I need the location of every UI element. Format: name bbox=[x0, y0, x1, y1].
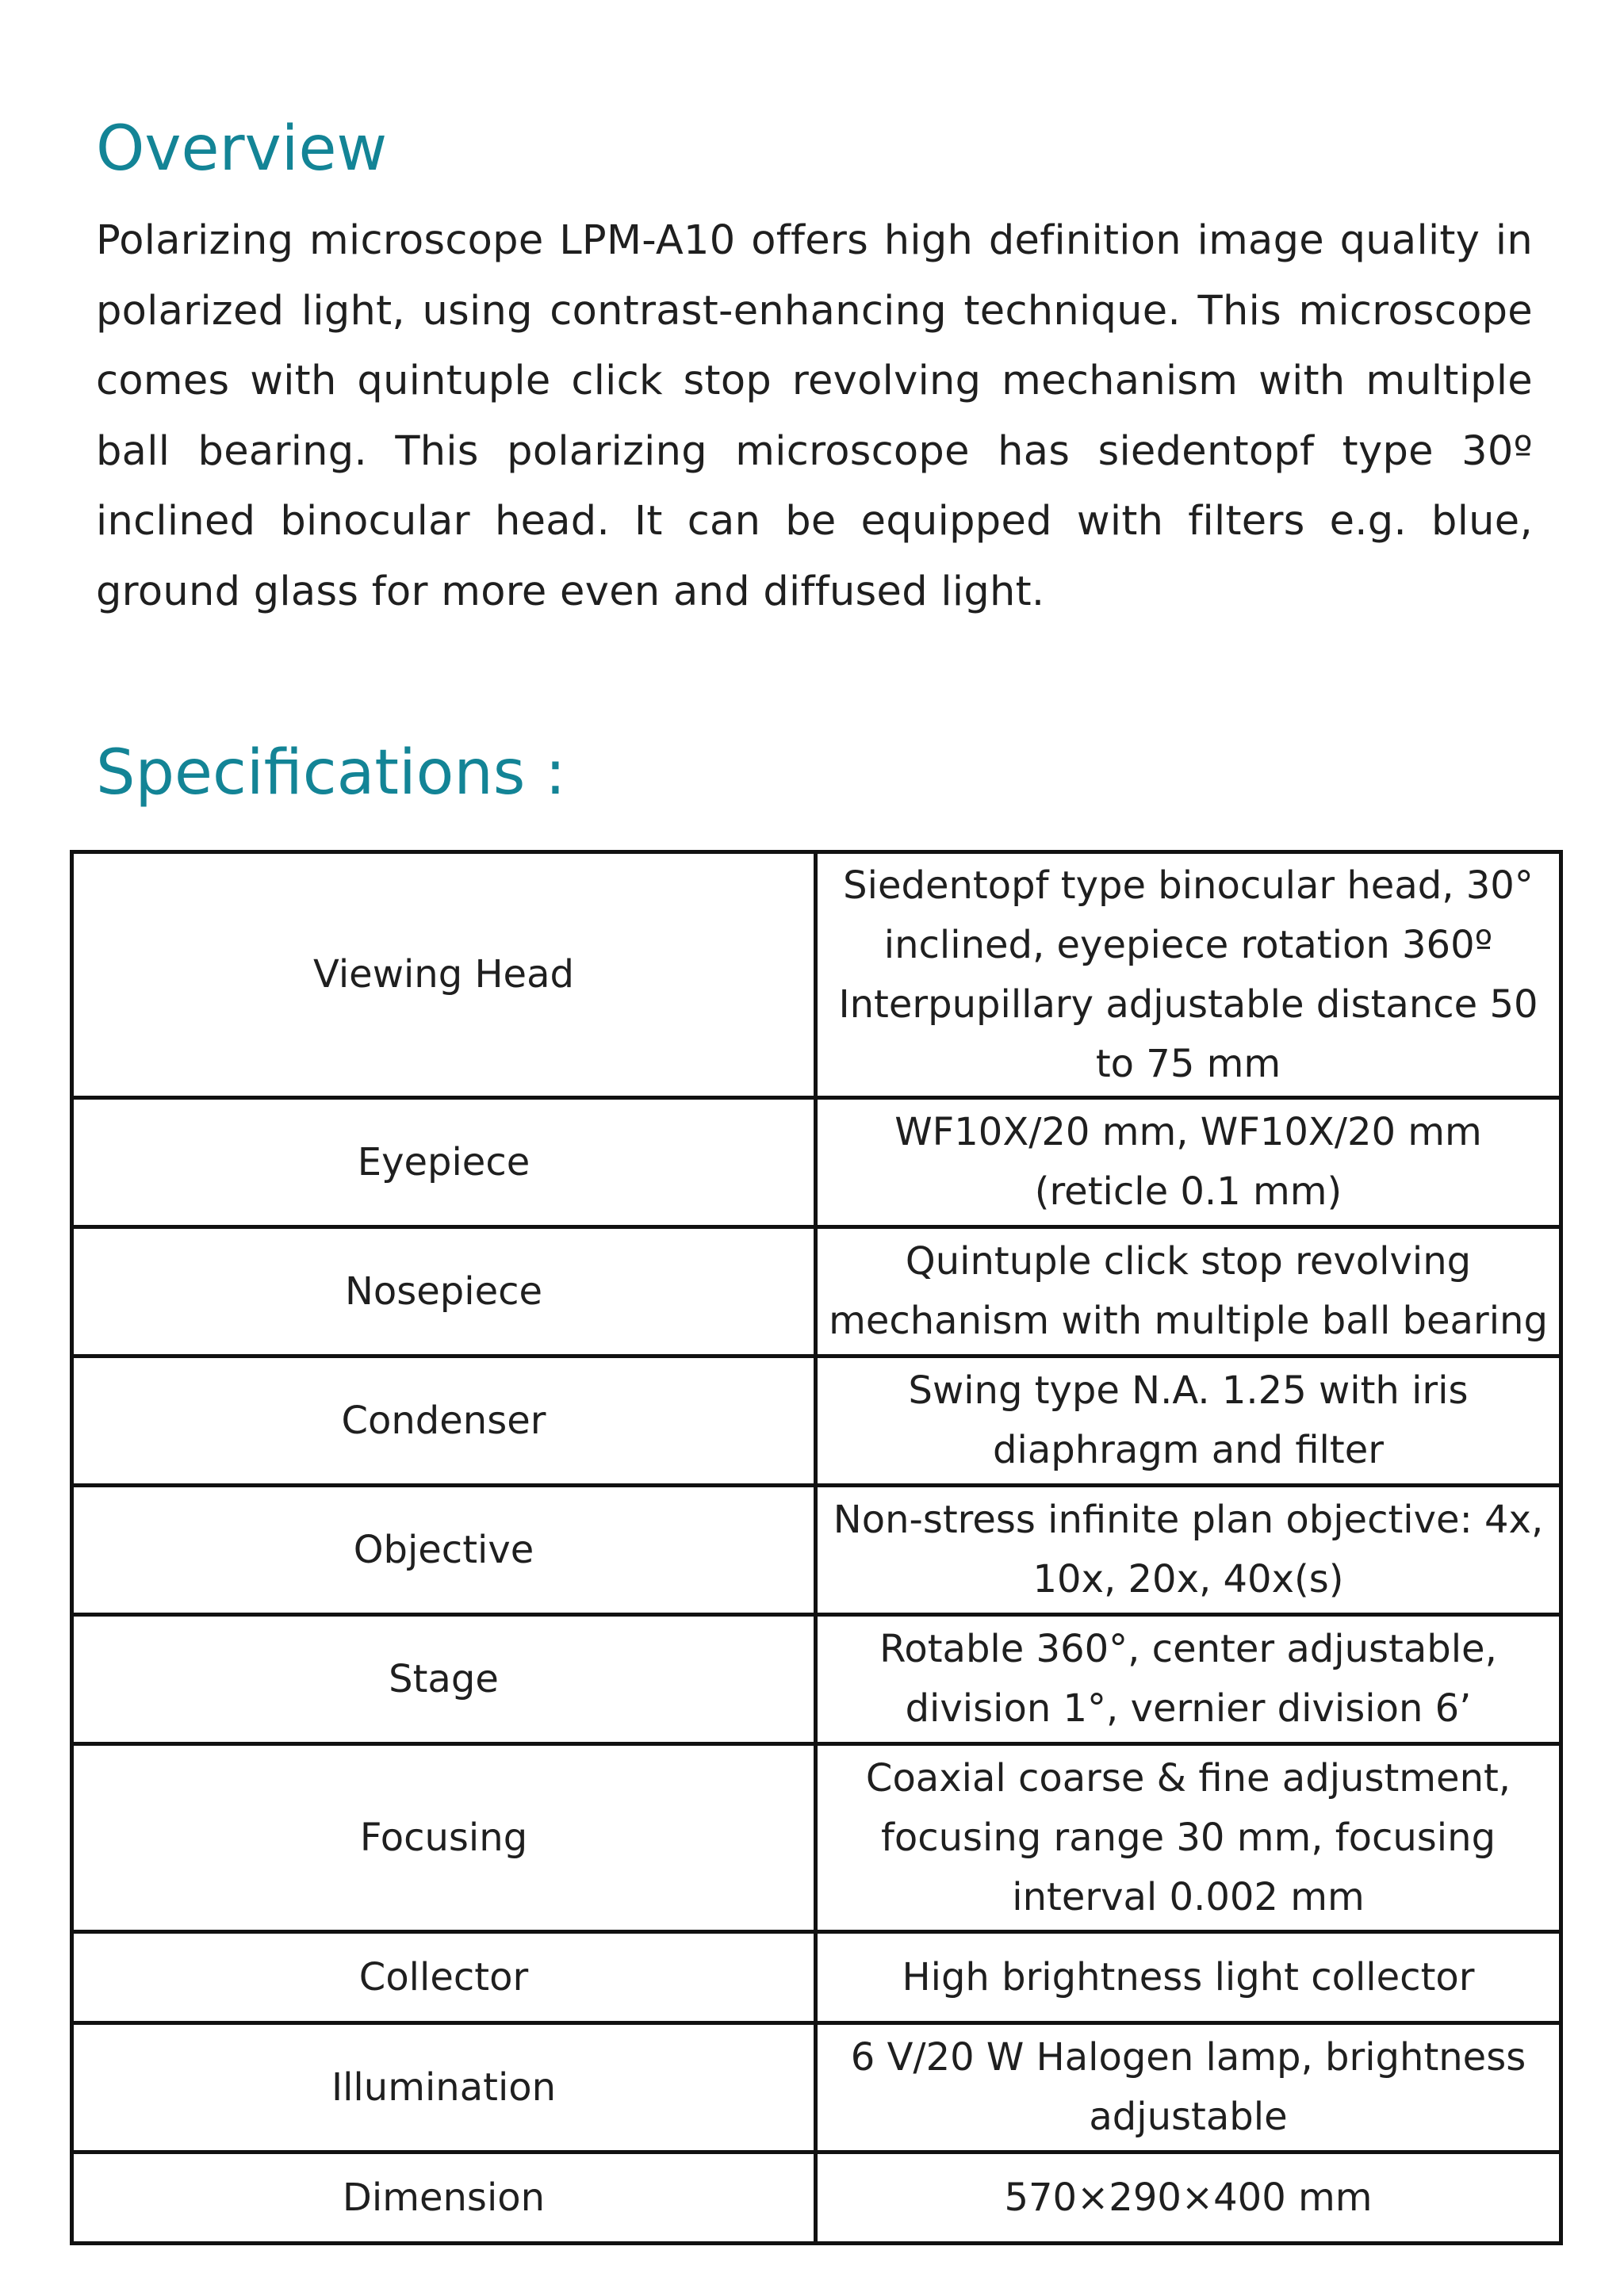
spec-value: Swing type N.A. 1.25 with iris diaphragm and filter bbox=[816, 1357, 1561, 1486]
table-row bbox=[72, 2023, 1561, 2152]
spec-label: Condenser bbox=[72, 1357, 816, 1486]
spec-value: Rotable 360°, center adjustable, division 1°, vernier division 6’ bbox=[816, 1615, 1561, 1744]
table-row bbox=[72, 852, 1561, 1098]
spec-value: WF10X/20 mm, WF10X/20 mm (reticle 0.1 mm) bbox=[816, 1098, 1561, 1227]
table-row bbox=[72, 1744, 1561, 1932]
spec-label: Nosepiece bbox=[72, 1227, 816, 1357]
table-row bbox=[72, 2152, 1561, 2244]
spec-value: Siedentopf type binocular head, 30° inclined, eyepiece rotation 360º Interpupillary adjustable distance 50 to 75 mm bbox=[816, 852, 1561, 1098]
spec-label: Eyepiece bbox=[72, 1098, 816, 1227]
spec-value: Coaxial coarse & fine adjustment, focusing range 30 mm, focusing interval 0.002 mm bbox=[816, 1744, 1561, 1932]
table-row bbox=[72, 1227, 1561, 1357]
spec-label: Illumination bbox=[72, 2023, 816, 2152]
table-row bbox=[72, 1486, 1561, 1615]
spec-label: Objective bbox=[72, 1486, 816, 1615]
specifications-table bbox=[70, 850, 1563, 2245]
spec-label: Collector bbox=[72, 1932, 816, 2023]
spec-value: 570×290×400 mm bbox=[816, 2152, 1561, 2244]
overview-heading: Overview bbox=[96, 113, 388, 185]
spec-label: Dimension bbox=[72, 2152, 816, 2244]
spec-value: High brightness light collector bbox=[816, 1932, 1561, 2023]
overview-paragraph: Polarizing microscope LPM-A10 offers high definition image quality in polarized light, using contrast-enhancing technique. This microscope comes with quintuple click stop revolving mechanism with multiple ball bearing. This polarizing microscope has siedentopf type 30º inclined binocular head. It can be equipped with filters e.g. blue, ground glass for more even and diffused light. bbox=[96, 217, 1533, 615]
spec-label: Stage bbox=[72, 1615, 816, 1744]
spec-value: Quintuple click stop revolving mechanism with multiple ball bearing bbox=[816, 1227, 1561, 1357]
table-row bbox=[72, 1098, 1561, 1227]
spec-value: 6 V/20 W Halogen lamp, brightness adjustable bbox=[816, 2023, 1561, 2152]
table-row bbox=[72, 1357, 1561, 1486]
spec-label: Viewing Head bbox=[72, 852, 816, 1098]
table-row bbox=[72, 1615, 1561, 1744]
table-row bbox=[72, 1932, 1561, 2023]
specifications-heading: Specifications : bbox=[96, 737, 566, 809]
spec-value: Non-stress infinite plan objective: 4x, 10x, 20x, 40x(s) bbox=[816, 1486, 1561, 1615]
spec-label: Focusing bbox=[72, 1744, 816, 1932]
